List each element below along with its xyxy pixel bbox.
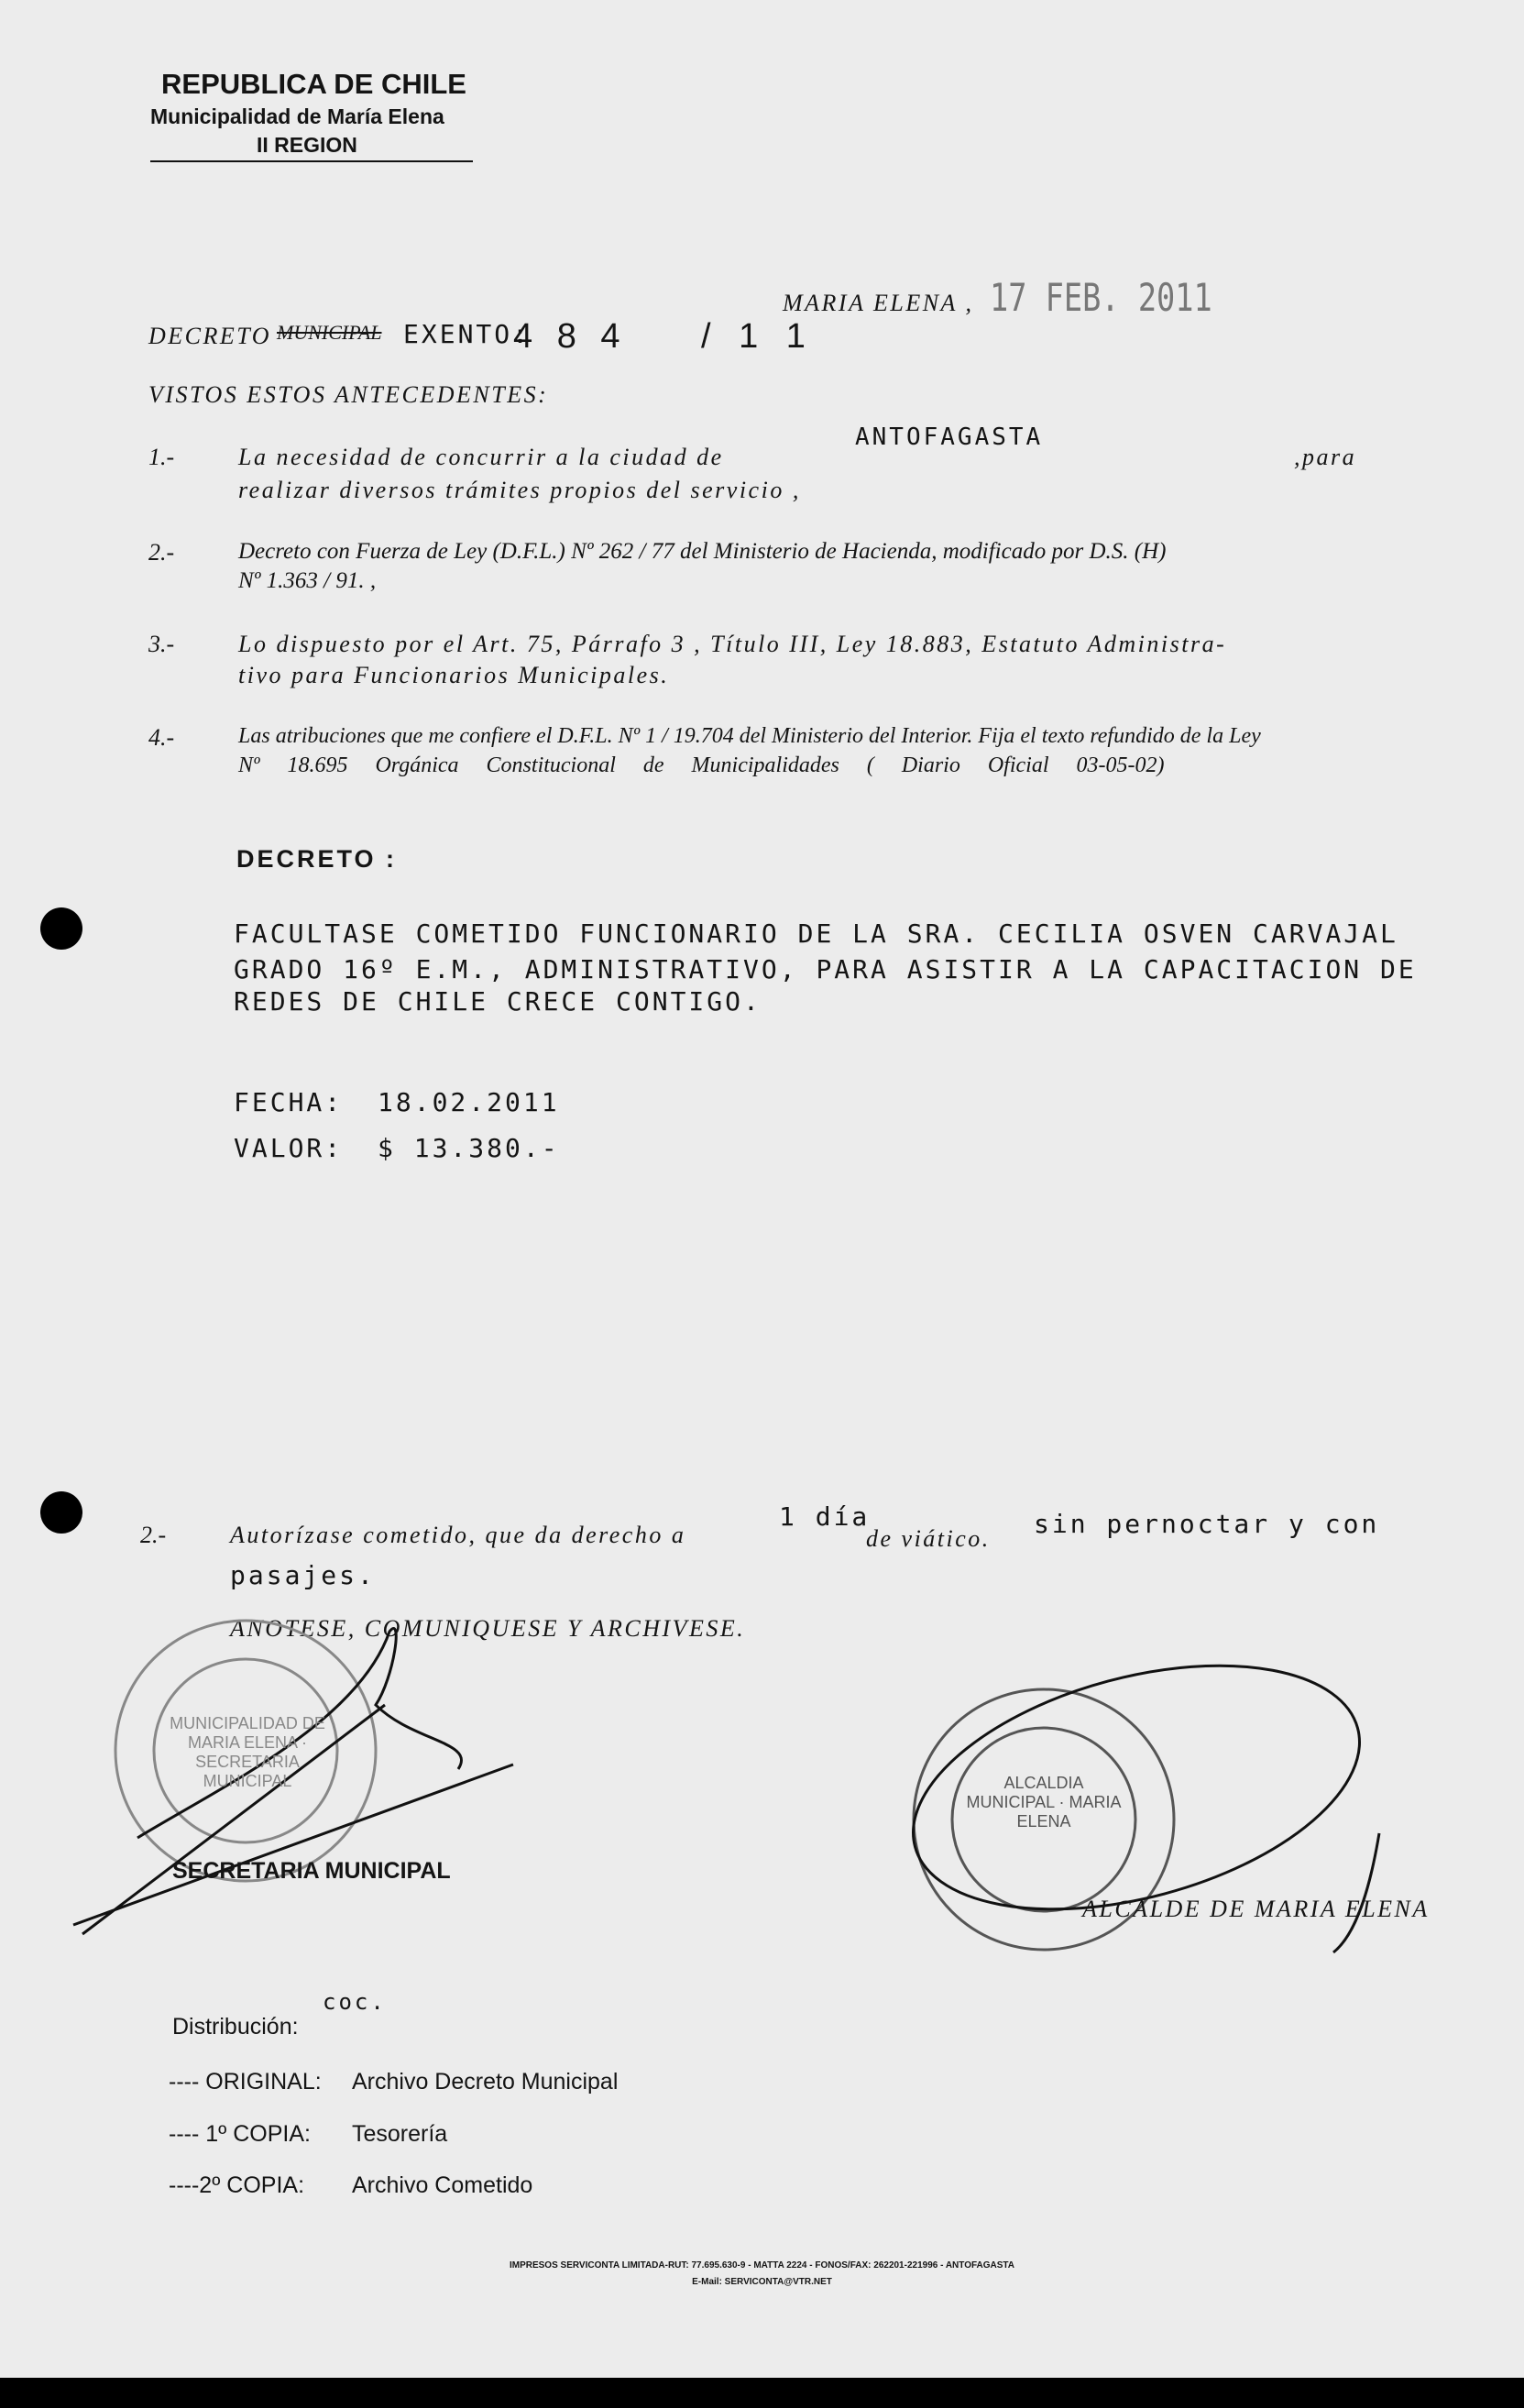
- item-4-number: 4.-: [148, 724, 175, 751]
- item2-text2: de viático.: [866, 1525, 991, 1552]
- left-stamp-text: MUNICIPALIDAD DE MARIA ELENA · SECRETARIA MUNICIPAL: [170, 1714, 325, 1790]
- decree-type: EXENTO:: [403, 319, 532, 349]
- fecha-label: FECHA:: [234, 1087, 344, 1117]
- distribution-initials: coc.: [323, 1989, 387, 2015]
- dist-row-value: Archivo Cometido: [352, 2172, 533, 2198]
- decreto-title: DECRETO :: [236, 845, 398, 873]
- dist-row-label: ----2º COPIA:: [169, 2172, 305, 2198]
- item-4-line2: Nº 18.695 Orgánica Constitucional de Municipalidades ( Diario Oficial 03-05-02): [238, 753, 1165, 777]
- item-4-line1: Las atribuciones que me confiere el D.F.L. Nº 1 / 19.704 del Ministerio del Interior. Fija el texto refundido de la Ley: [238, 724, 1261, 748]
- item2-typed2: pasajes.: [230, 1560, 376, 1590]
- date-stamp: 17 FEB. 2011: [990, 275, 1212, 320]
- right-signature: [1333, 1833, 1379, 1952]
- struck-municipal: MUNICIPAL: [277, 321, 382, 344]
- item2-number: 2.-: [140, 1522, 167, 1548]
- scan-border: [0, 2378, 1524, 2408]
- decreto-line-2: GRADO 16º E.M., ADMINISTRATIVO, PARA ASISTIR A LA CAPACITACION DE: [234, 954, 1417, 984]
- item-2-number: 2.-: [148, 539, 175, 566]
- printer-footer-line1: IMPRESOS SERVICONTA LIMITADA-RUT: 77.695.630-9 - MATTA 2224 - FONOS/FAX: 262201-221996 - ANTOFAGASTA: [509, 2260, 1015, 2271]
- valor-label: VALOR:: [234, 1133, 344, 1163]
- valor-value: $ 13.380.-: [378, 1133, 560, 1163]
- item-1-suffix: ,para: [1294, 444, 1357, 470]
- item-1-line1: La necesidad de concurrir a la ciudad de: [238, 444, 724, 470]
- country-heading: REPUBLICA DE CHILE: [161, 68, 466, 100]
- municipality-heading: Municipalidad de María Elena: [150, 104, 444, 128]
- vistos-title: VISTOS ESTOS ANTECEDENTES:: [148, 381, 549, 408]
- place: MARIA ELENA ,: [783, 290, 974, 316]
- decreto-line-1: FACULTASE COMETIDO FUNCIONARIO DE LA SRA. CECILIA OSVEN CARVAJAL: [234, 918, 1398, 949]
- distribution-label: Distribución:: [172, 2014, 299, 2040]
- item2-days: 1 día: [779, 1501, 871, 1532]
- decree-number: 4 8 4: [513, 317, 628, 356]
- item-2-line1: Decreto con Fuerza de Ley (D.F.L.) Nº 262 / 77 del Ministerio de Hacienda, modificado por D.S. (H): [238, 539, 1167, 564]
- decreto-line-3: REDES DE CHILE CRECE CONTIGO.: [234, 986, 762, 1017]
- left-signatory: SECRETARIA MUNICIPAL: [172, 1858, 451, 1884]
- region-heading: II REGION: [257, 133, 357, 157]
- item-1-line2: realizar diversos trámites propios del servicio ,: [238, 477, 801, 503]
- dist-row-label: ---- 1º COPIA:: [169, 2121, 311, 2147]
- item-3-line2: tivo para Funcionarios Municipales.: [238, 662, 670, 688]
- closing-text: ANOTESE, COMUNIQUESE Y ARCHIVESE.: [230, 1615, 746, 1642]
- item2-typed: sin pernoctar y con: [1034, 1509, 1380, 1539]
- dist-row-value: Tesorería: [352, 2121, 448, 2147]
- item2-text: Autorízase cometido, que da derecho a: [230, 1522, 686, 1548]
- dist-row-label: ---- ORIGINAL:: [169, 2069, 322, 2095]
- right-signatory: ALCALDE DE MARIA ELENA: [1082, 1896, 1430, 1922]
- printer-footer-line2: E-Mail: SERVICONTA@VTR.NET: [692, 2277, 832, 2287]
- dist-row-value: Archivo Decreto Municipal: [352, 2069, 619, 2095]
- right-stamp-text: ALCALDIA MUNICIPAL · MARIA ELENA: [966, 1774, 1122, 1831]
- item-2-line2: Nº 1.363 / 91. ,: [238, 568, 377, 593]
- fecha-value: 18.02.2011: [378, 1087, 560, 1117]
- item-3-number: 3.-: [148, 631, 175, 657]
- decree-prefix: DECRETO: [148, 323, 272, 349]
- item-1-number: 1.-: [148, 444, 175, 470]
- decree-year: / 1 1: [701, 317, 815, 356]
- item-3-line1: Lo dispuesto por el Art. 75, Párrafo 3 , Título III, Ley 18.883, Estatuto Administra-: [238, 631, 1227, 657]
- item-1-city: ANTOFAGASTA: [855, 423, 1044, 451]
